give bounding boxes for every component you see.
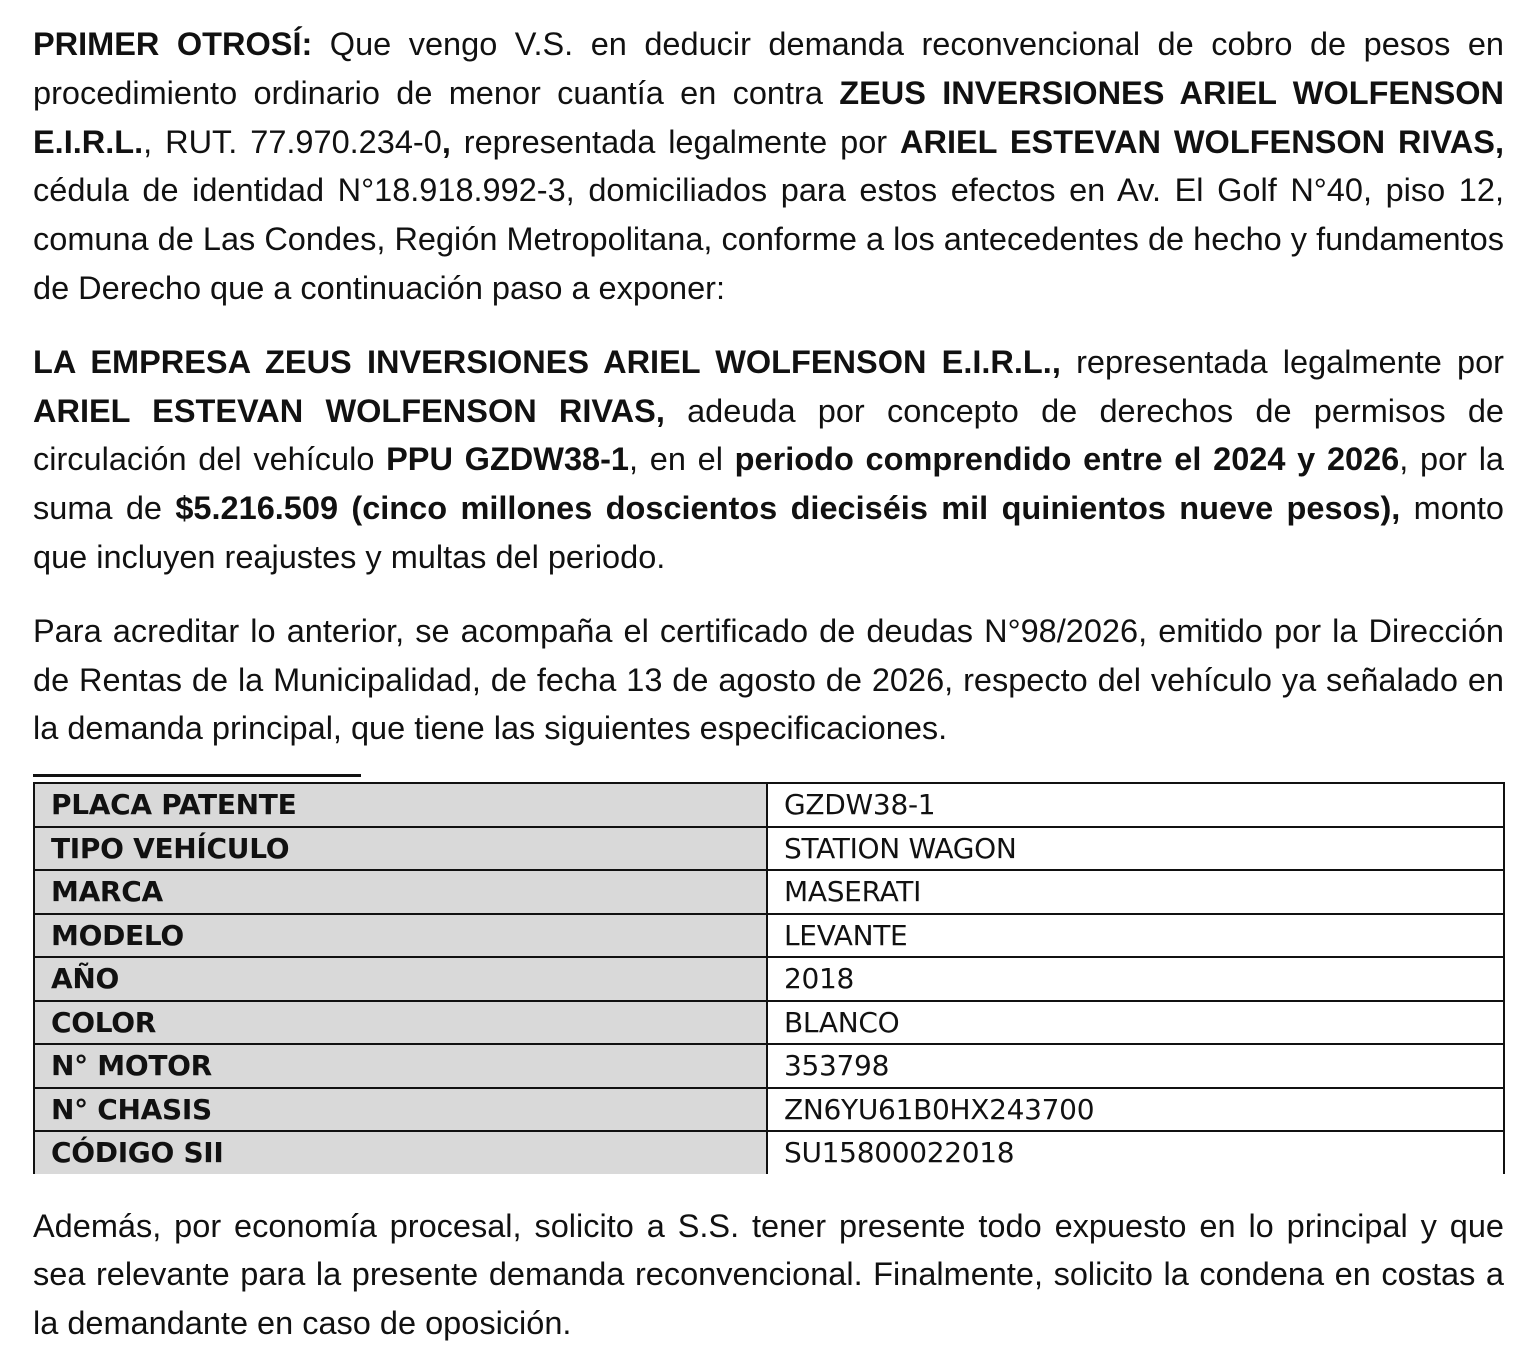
vehicle-specs-table-frame bbox=[33, 782, 1505, 1174]
spec-value: GZDW38-1 bbox=[767, 784, 1503, 827]
spec-label: PLACA PATENTE bbox=[35, 784, 767, 827]
table-row bbox=[35, 1044, 1503, 1088]
table-row bbox=[35, 870, 1503, 914]
vehicle-ppu: PPU GZDW38-1 bbox=[386, 441, 629, 478]
representative-name: ARIEL ESTEVAN WOLFENSON RIVAS, bbox=[33, 392, 665, 429]
paragraph2-text-1: representada legalmente por bbox=[1060, 343, 1504, 380]
table-row bbox=[35, 827, 1503, 871]
spec-label: CÓDIGO SII bbox=[35, 1131, 767, 1174]
table-row bbox=[35, 914, 1503, 958]
separator-rule bbox=[33, 774, 361, 777]
spec-label: TIPO VEHÍCULO bbox=[35, 827, 767, 871]
paragraph2-text-5: monto que incluyen reajustes y multas del periodo. bbox=[33, 490, 1505, 575]
paragraph-debt-statement bbox=[33, 338, 1504, 582]
paragraph2-text-4: , por la suma de bbox=[33, 441, 1504, 527]
spec-label: N° MOTOR bbox=[35, 1044, 767, 1088]
spec-label: AÑO bbox=[35, 957, 767, 1001]
paragraph1-comma: , bbox=[441, 123, 451, 160]
spec-value: 2018 bbox=[767, 957, 1503, 1001]
debt-amount: $5.216.509 (cinco millones doscientos dieciséis mil quinientos nueve pesos), bbox=[175, 490, 1401, 527]
vehicle-specs-table bbox=[35, 784, 1503, 1174]
table-row bbox=[35, 1001, 1503, 1045]
spec-label: MODELO bbox=[35, 914, 767, 958]
spec-value: LEVANTE bbox=[767, 914, 1503, 958]
spec-value: STATION WAGON bbox=[767, 827, 1503, 871]
paragraph-closing: Además, por economía procesal, solicito a S.S. tener presente todo expuesto en lo principal y que sea relevante para la presente demanda reconvencional. Finalmente, solicito la condena en costas a la demandante en caso de oposición. bbox=[33, 1207, 1504, 1342]
spec-label: COLOR bbox=[35, 1001, 767, 1045]
spec-label: N° CHASIS bbox=[35, 1088, 767, 1132]
spec-value: MASERATI bbox=[767, 870, 1503, 914]
paragraph-certificate: Para acreditar lo anterior, se acompaña el certificado de deudas N°98/2026, emitido por la Dirección de Rentas de la Municipalidad, de fecha 13 de agosto de 2026, respecto del vehículo ya señalado en la demanda principal, que tiene las siguientes especificaciones. bbox=[33, 612, 1504, 747]
paragraph-primer-otrosi bbox=[33, 20, 1504, 313]
paragraph2-text-2: adeuda por concepto de derechos de permisos de circulación del vehículo bbox=[33, 392, 1504, 478]
spec-value: BLANCO bbox=[767, 1001, 1503, 1045]
spec-value: 353798 bbox=[767, 1044, 1503, 1088]
spec-label: MARCA bbox=[35, 870, 767, 914]
debt-period: periodo comprendido entre el 2024 y 2026 bbox=[734, 441, 1400, 478]
paragraph1-text-3: cédula de identidad N°18.918.992-3, domiciliados para estos efectos en Av. El Golf N°40, piso 12, comuna de Las Condes, Región Metropolitana, conforme a los antecedentes de hecho y fundamentos de Derecho que a continuación paso a exponer: bbox=[33, 172, 1504, 306]
document-page bbox=[33, 20, 1504, 1348]
table-row bbox=[35, 957, 1503, 1001]
spec-value: SU15800022018 bbox=[767, 1131, 1503, 1174]
defendant-company-name: ZEUS INVERSIONES ARIEL WOLFENSON E.I.R.L. bbox=[33, 74, 1505, 160]
table-row bbox=[35, 1088, 1503, 1132]
legal-representative-name: ARIEL ESTEVAN WOLFENSON RIVAS, bbox=[900, 123, 1504, 160]
paragraph2-text-3: , en el bbox=[629, 441, 735, 478]
spec-value: ZN6YU61B0HX243700 bbox=[767, 1088, 1503, 1132]
table-row bbox=[35, 784, 1503, 827]
primer-otrosi-heading: PRIMER OTROSÍ: bbox=[33, 26, 313, 62]
company-name-heading: LA EMPRESA ZEUS INVERSIONES ARIEL WOLFENSON E.I.R.L., bbox=[33, 343, 1061, 380]
paragraph1-rut: , RUT. 77.970.234-0 bbox=[143, 123, 442, 160]
table-row bbox=[35, 1131, 1503, 1174]
paragraph1-text-1: Que vengo V.S. en deducir demanda reconvencional de cobro de pesos en procedimiento ordinario de menor cuantía en contra bbox=[33, 26, 1504, 111]
paragraph1-text-2: representada legalmente por bbox=[450, 123, 901, 160]
